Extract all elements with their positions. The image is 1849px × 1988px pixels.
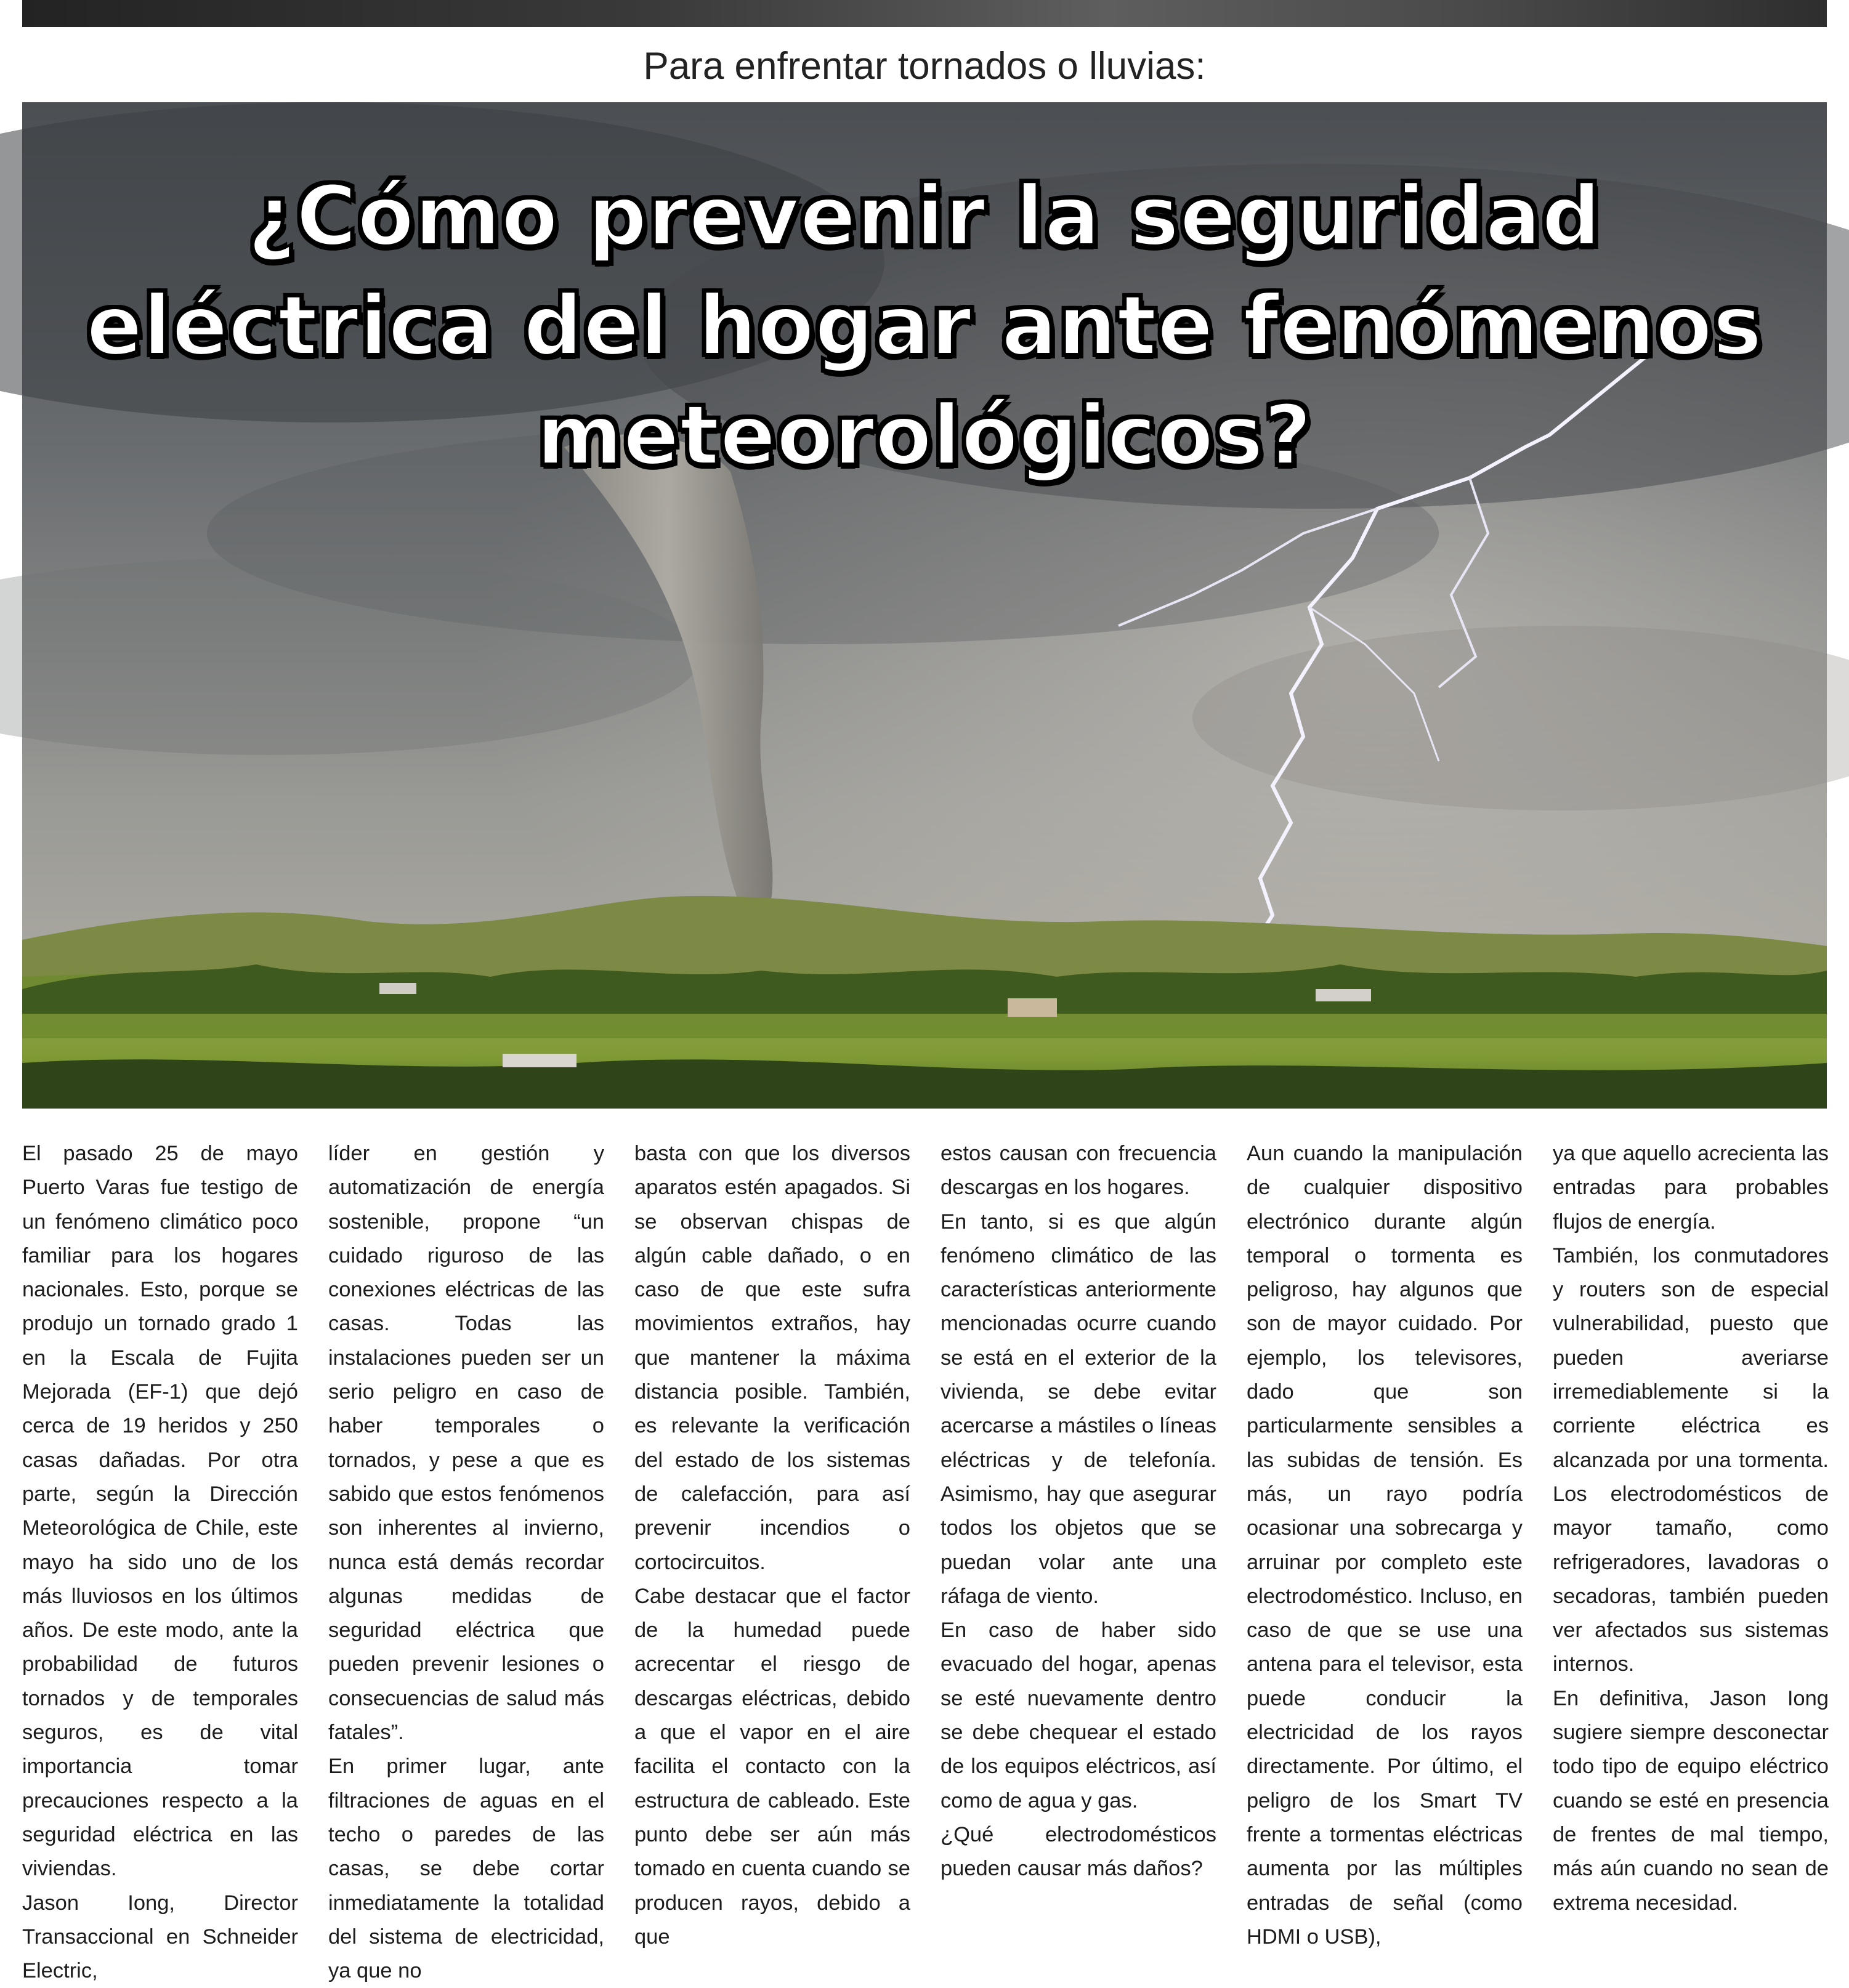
paragraph: líder en gestión y automatización de energía sostenible, propone “un cuidado riguroso de las conexiones eléctricas de las casas. Todas las instalaciones pueden ser un serio peligro en caso de haber temporales o tornados, y pese a que es sabido que estos fenómenos son inherentes al invierno, nunca está demás recordar algunas medidas de seguridad eléctrica que pueden prevenir lesiones o consecuencias de salud más fatales”. xyxy=(328,1142,604,1745)
paragraph: En tanto, si es que algún fenómeno climático de las características anteriormente mencionadas ocurre cuando se está en el exterior de la vivienda, se debe evitar acercarse a mástiles o líneas eléctricas y de telefonía. Asimismo, hay que asegurar todos los objetos que se puedan volar ante una ráfaga de viento. xyxy=(941,1210,1216,1608)
hero-image xyxy=(22,102,1827,1109)
article-column-2 xyxy=(328,1137,604,1983)
top-photo-strip xyxy=(22,0,1827,27)
headline-line-1: ¿Cómo prevenir la seguridad xyxy=(248,168,1601,264)
headline-line-3: meteorológicos? xyxy=(536,387,1313,483)
article-column-5 xyxy=(1247,1137,1523,1949)
paragraph: En definitiva, Jason Iong sugiere siempre desconectar todo tipo de equipo eléctrico cuando se esté en presencia de frentes de mal tiempo, más aún cuando no sean de extrema necesidad. xyxy=(1553,1686,1829,1915)
article-column-1 xyxy=(22,1137,298,1983)
paragraph: basta con que los diversos aparatos estén apagados. Si se observan chispas de algún cable dañado, o en caso de que este sufra movimientos extraños, hay que mantener la máxima distancia posible. También, es relevante la verificación del estado de los sistemas de calefacción, para así prevenir incendios o cortocircuitos. xyxy=(634,1142,910,1574)
paragraph: En primer lugar, ante filtraciones de aguas en el techo o paredes de las casas, se debe cortar inmediatamente la totalidad del sistema de electricidad, ya que no xyxy=(328,1755,604,1983)
paragraph: En caso de haber sido evacuado del hogar, apenas se esté nuevamente dentro se debe chequear el estado de los equipos eléctricos, así como de agua y gas. xyxy=(941,1618,1216,1812)
article-body xyxy=(22,1137,1835,1983)
article-column-6 xyxy=(1553,1137,1829,1915)
paragraph: El pasado 25 de mayo Puerto Varas fue testigo de un fenómeno climático poco familiar para los hogares nacionales. Esto, porque se produjo un tornado grado 1 en la Escala de Fujita Mejorada (EF-1) que dejó cerca de 19 heridos y 250 casas dañadas. Por otra parte, según la Dirección Meteorológica de Chile, este mayo ha sido uno de los más lluviosos en los últimos años. De este modo, ante la probabilidad de futuros tornados y de temporales seguros, es de vital importancia tomar precauciones respecto a la seguridad eléctrica en las viviendas. xyxy=(22,1142,298,1881)
kicker: Para enfrentar tornados o lluvias: xyxy=(643,45,1206,87)
paragraph: ya que aquello acrecienta las entradas para probables flujos de energía. xyxy=(1553,1142,1829,1234)
paragraph: También, los conmutadores y routers son de especial vulnerabilidad, puesto que pueden averiarse irremediablemente si la corriente eléctrica es alcanzada por una tormenta. Los electrodomésticos de mayor tamaño, como refrigeradores, lavadoras o secadoras, también pueden ver afectados sus sistemas internos. xyxy=(1553,1243,1829,1676)
article-column-3 xyxy=(634,1137,910,1949)
headline xyxy=(22,161,1827,490)
paragraph: Cabe destacar que el factor de la humedad puede acrecentar el riesgo de descargas eléctricas, debido a que el vapor en el aire facilita el contacto con la estructura de cableado. Este punto debe ser aún más tomado en cuenta cuando se producen rayos, debido a que xyxy=(634,1584,910,1949)
subheading: ¿Qué electrodomésticos pueden causar más daños? xyxy=(941,1822,1216,1881)
paragraph: Jason Iong, Director Transaccional en Schneider Electric, xyxy=(22,1891,298,1983)
headline-line-2: eléctrica del hogar ante fenómenos xyxy=(86,278,1763,374)
paragraph: estos causan con frecuencia descargas en los hogares. xyxy=(941,1142,1216,1200)
paragraph: Aun cuando la manipulación de cualquier dispositivo electrónico durante algún temporal o tormenta es peligroso, hay algunos que son de mayor cuidado. Por ejemplo, los televisores, dado que son particularmente sensibles a las subidas de tensión. Es más, un rayo podría ocasionar una sobrecarga y arruinar por completo este electrodoméstico. Incluso, en caso de que se use una antena para el televisor, esta puede conducir la electricidad de los rayos directamente. Por último, el peligro de los Smart TV frente a tormentas eléctricas aumenta por las múltiples entradas de señal (como HDMI o USB), xyxy=(1247,1142,1523,1949)
article-column-4 xyxy=(941,1137,1216,1882)
